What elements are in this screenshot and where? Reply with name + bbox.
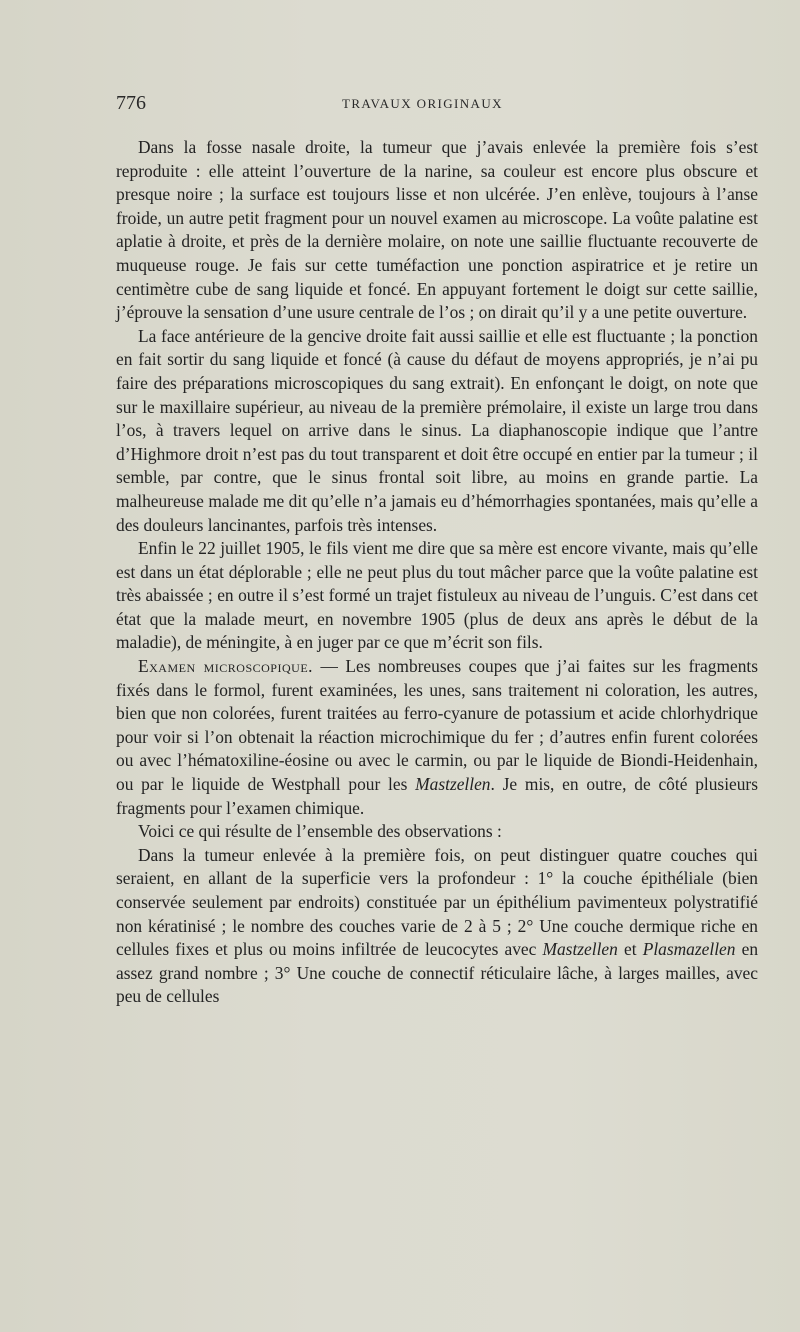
italic-term: Mastzellen	[415, 774, 491, 795]
text-run: en assez grand nombre ; 3° Une couche de connectif réticulaire lâche, à larges mailles, avec peu de cellules	[116, 939, 759, 1007]
italic-term: Mastzellen	[542, 939, 618, 960]
paragraph	[116, 844, 758, 1009]
paragraph: Enfin le 22 juillet 1905, le fils vient me dire que sa mère est encore vivante, mais qu’elle est dans un état déplorable ; elle ne peut plus du tout mâcher parce que la voûte palatine est très abaissée ; en outre il s’est formé un trajet fistuleux au niveau de l’unguis. C’est dans cet état que la malade meurt, en novembre 1905 (plus de deux ans après le début de la maladie), de méningite, à en juger par ce que m’écrit son fils.	[116, 538, 758, 653]
paragraph: Voici ce qui résulte de l’ensemble des observations :	[138, 821, 502, 842]
paragraph	[116, 655, 758, 820]
running-head	[116, 92, 758, 116]
dash: —	[313, 656, 346, 677]
text-run: Dans la tumeur enlevée à la première fois, on peut distinguer quatre couches qui seraient, en allant de la superficie vers la profondeur : 1° la couche épithéliale (bien conservée seulement par endroits) constituée par un épithélium pavimenteux polystratifié non kératinisé ; le nombre des couches varie de 2 à 5 ; 2° Une couche dermique riche en cellules fixes et plus ou moins infiltrée de leucocytes avec	[116, 844, 758, 960]
page-number: 776	[116, 92, 146, 114]
paragraph: La face antérieure de la gencive droite fait aussi saillie et elle est fluctuante ; la ponction en fait sortir du sang liquide et foncé (à cause du défaut de moyens appropriés, je n’ai pu faire des préparations microscopiques du sang extrait). En enfonçant le doigt, on note que sur le maxillaire supérieur, au niveau de la première prémolaire, il existe un large trou dans l’os, à travers lequel on arrive dans le sinus. La diaphanoscopie indique que l’antre d’Highmore droit n’est pas du tout transparent et doit être occupé en entier par la tumeur ; il semble, par contre, que le sinus frontal soit libre, au moins en grande partie. La malheureuse malade me dit qu’elle n’a jamais eu d’hémorrhagies spontanées, mais qu’elle a des douleurs lancinantes, parfois très intenses.	[116, 325, 758, 535]
text-run: . Je mis, en outre, de côté plusieurs fragments pour l’examen chimique.	[116, 774, 758, 818]
text-run: Les nombreuses coupes que j’ai faites sur les fragments fixés dans le formol, furent examinées, les unes, sans traitement ni coloration, les autres, bien que non colorées, furent traitées au ferro-cyanure de potassium et acide chlorhydrique pour voir si l’on obtenait la réaction microchimique du fer ; d’autres enfin furent colorées ou avec l’hématoxiline-éosine ou avec le carmin, ou par le liquide de Biondi-Heidenhain, ou par le liquide de Westphall pour les	[116, 656, 758, 795]
running-title: TRAVAUX ORIGINAUX	[342, 96, 503, 111]
paragraph: Dans la fosse nasale droite, la tumeur que j’avais enlevée la première fois s’est reproduite : elle atteint l’ouverture de la narine, sa couleur est encore plus obscure et presque noire ; la surface est toujours lisse et non ulcérée. J’en enlève, toujours à l’anse froide, un autre petit fragment pour un nouvel examen au microscope. La voûte palatine est aplatie à droite, et près de la dernière molaire, on note une saillie fluctuante recouverte de muqueuse rouge. Je fais sur cette tuméfaction une ponction aspiratrice et je retire un centimètre cube de sang liquide et foncé. En appuyant fortement le doigt sur cette saillie, j’éprouve la sensation d’une usure centrale de l’os ; on dirait qu’il y a une petite ouverture.	[116, 137, 758, 323]
body-text	[116, 136, 758, 1009]
section-heading: Examen microscopique.	[138, 656, 313, 677]
italic-term: Plasmazellen	[642, 939, 736, 960]
text-run: et	[617, 939, 643, 960]
